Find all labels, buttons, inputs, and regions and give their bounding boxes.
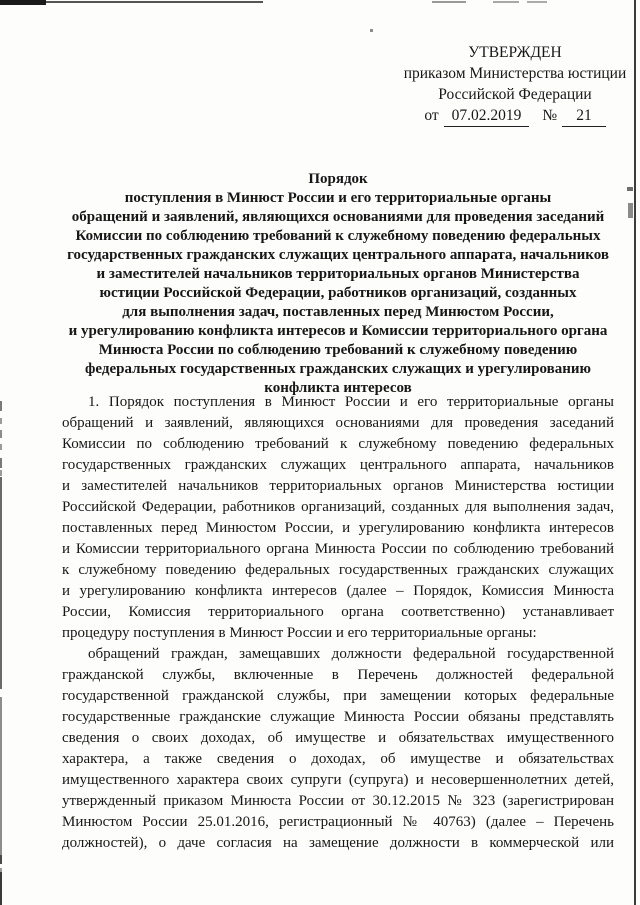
body-line: государственных гражданских служащих центрального аппарата, начальников [62,457,614,473]
body-line: утвержденный приказом Минюста России от 30.12.2015 № 323 (зарегистрирован [62,793,614,809]
title-line: Порядок [308,171,368,187]
body-line: 1. Порядок поступления в Минюст России и его территориальные органы [88,394,614,410]
scan-artifact-left-bottom [0,855,2,864]
scan-artifact-left-bottom [0,872,2,905]
scan-artifact-left-dash [0,430,2,438]
scan-artifact-top-dash [527,1,547,3]
body-line: и заместителей начальников территориальных органов Министерства юстиции [62,478,614,494]
body-line: сведения о своих доходах, об имуществе и обязательствах имущественного [62,730,614,746]
body-line: должностей), о даче согласия на замещение должности в коммерческой или [62,835,614,851]
body-line: обращений и заявлений, являющихся основаниями для проведения заседаний [62,415,614,431]
body-line: к служебному поведению федеральных государственных гражданских служащих [62,562,614,578]
scan-artifact-top-line [46,1,263,3]
scan-artifact-left-line [0,477,2,689]
scan-artifact-left-dash [0,458,2,468]
title-line: для выполнения задач, поставленных перед Минюстом России, [122,304,554,320]
title-line: и урегулированию конфликта интересов и Комиссии территориального органа [68,323,608,339]
scan-artifact-left-dash [0,401,2,411]
title-line: государственных гражданских служащих центрального аппарата, начальников [67,247,609,263]
body-line: Комиссии по соблюдению требований к служебному поведению федеральных [62,436,614,452]
title-line: юстиции Российской Федерации, работников организаций, созданных [99,285,577,301]
title-line: конфликта интересов [264,380,412,396]
approval-date: 07.02.2019 [444,105,530,127]
scan-artifact-right-tick [627,187,633,191]
title-line: обращений и заявлений, являющихся основаниями для проведения заседаний [71,209,605,225]
document-body [62,392,614,854]
scan-artifact-right-line [634,0,636,905]
approval-number-label: № [542,107,558,124]
scan-artifact-top-dash [493,1,519,3]
scan-artifact-left-dash [0,418,2,424]
title-line: Комиссии по соблюдению требований к служебному поведению федеральных [75,228,601,244]
body-line: характера, а также сведения о доходах, об имуществе и обязательствах [62,751,614,767]
title-line: Минюста России по соблюдению требований к служебному поведению [98,342,578,358]
body-line: имущественного характера своих супруги (супруга) и несовершеннолетних детей, [62,772,614,788]
scan-artifact-top-left-bar [0,0,46,5]
body-line: государственной гражданской службы, при замещении которых федеральные [62,688,614,704]
body-line: гражданской службы, включенные в Перечень должностей федеральной [62,667,614,683]
approval-line: Российской Федерации [438,86,592,103]
title-line: поступления в Минюст России и его территориальные органы [124,190,552,206]
approval-date-label: от [424,107,439,124]
body-line: государственные гражданские служащие Минюста России обязаны представлять [62,709,614,725]
scan-artifact-left-line [0,697,2,855]
approval-line: приказом Министерства юстиции [403,65,627,82]
approval-date-row [402,105,628,127]
body-line: Минюстом России 25.01.2016, регистрационный № 40763) (далее – Перечень [62,814,614,830]
scan-artifact-left-bottom [0,868,2,872]
body-line: России, Комиссия территориального органа соответственно) устанавливает [62,604,614,620]
title-line: федеральных государственных гражданских служащих и урегулированию [85,361,591,377]
document-title [62,170,614,398]
body-line: и Комиссии территориального органа Минюста России по соблюдению требований [62,541,614,557]
body-line: процедуру поступления в Минюст России и его территориальные органы: [62,625,537,641]
body-line: Российской Федерации, работников организаций, созданных для выполнения задач, [62,499,614,515]
scan-artifact-right-tick [628,203,633,218]
title-line: и заместителей начальников территориальных органов Министерства [96,266,580,282]
scan-artifact-speck [370,29,373,32]
scan-artifact-top-dash [432,1,466,3]
body-line: поставленных перед Минюстом России, и урегулированию конфликта интересов [62,520,614,536]
scan-artifact-left-dash [0,444,2,450]
body-line: обращений граждан, замещавших должности федеральной государственной [88,646,614,662]
approval-line: УТВЕРЖДЕН [468,44,562,61]
approval-block [402,42,628,127]
scan-artifact-left-dash [0,470,2,476]
approval-number: 21 [562,105,606,127]
body-line: и урегулированию конфликта интересов (далее – Порядок, Комиссия Минюста [62,583,614,599]
